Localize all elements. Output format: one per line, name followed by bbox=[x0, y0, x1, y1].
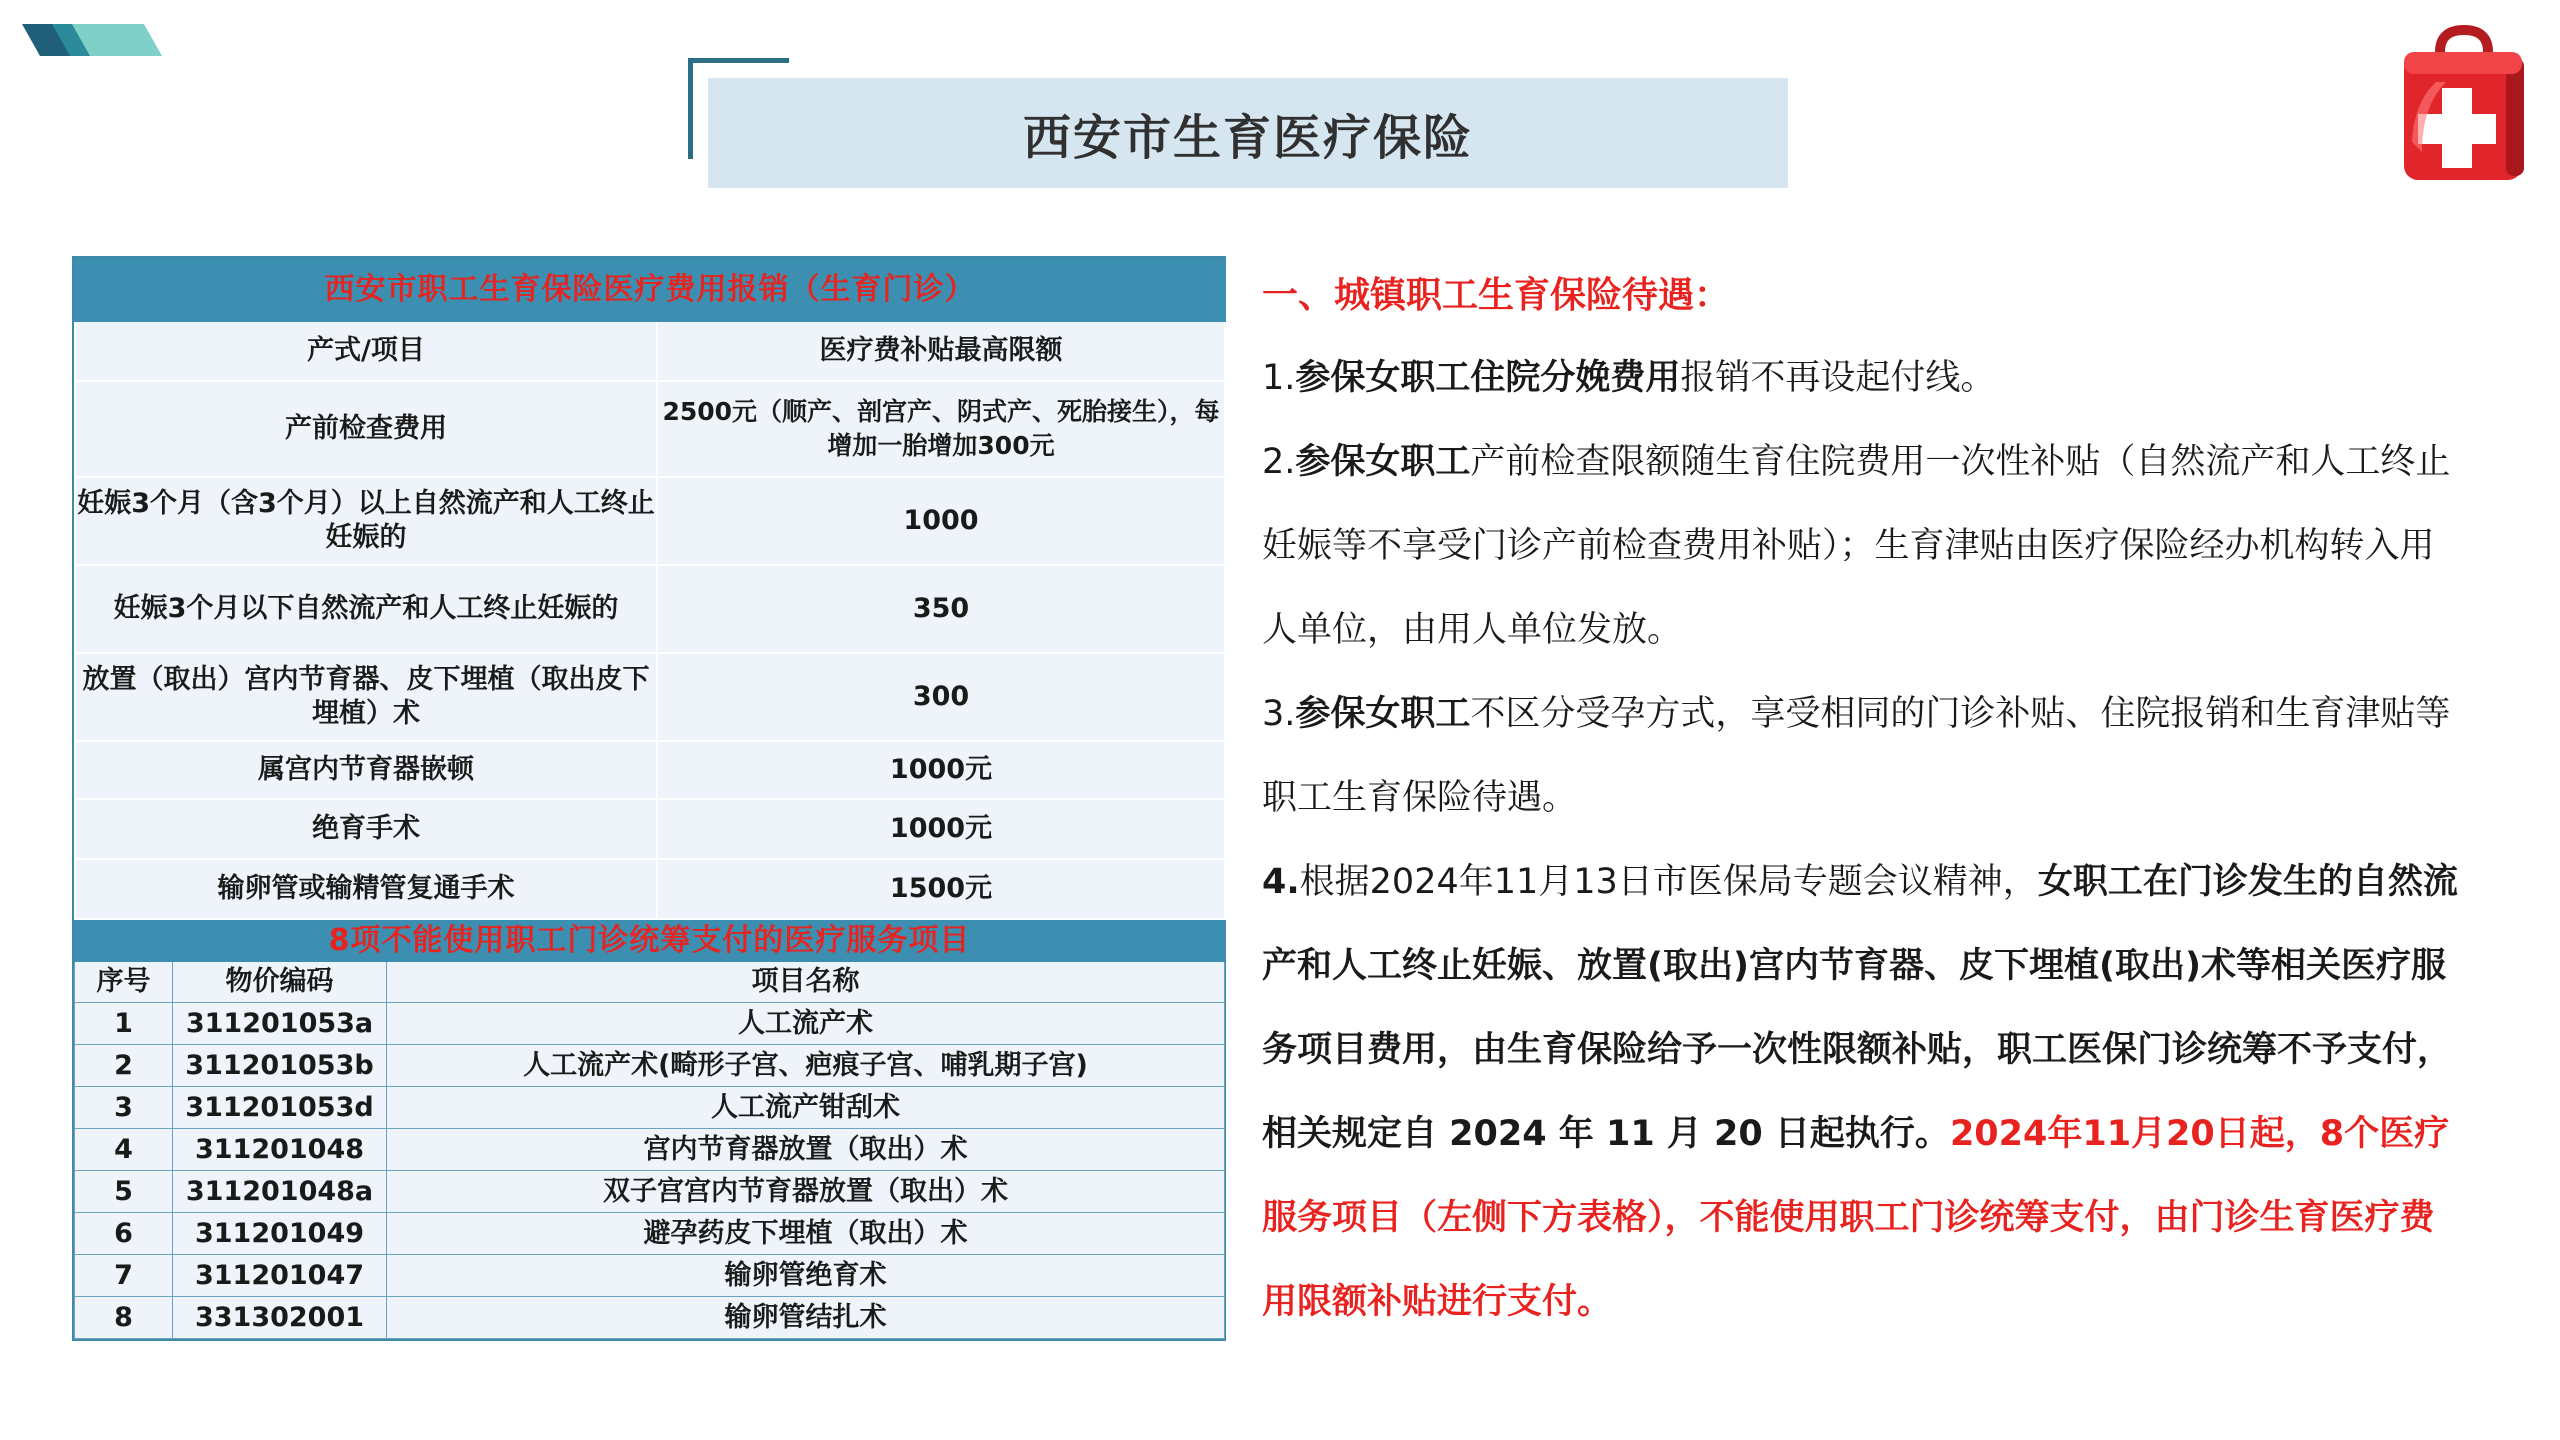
p1-number: 1. bbox=[1262, 358, 1296, 398]
row-limit: 2500元（顺产、剖宫产、阴式产、死胎接生），每增加一胎增加300元 bbox=[657, 381, 1225, 477]
paragraph-4 bbox=[1262, 840, 2462, 1344]
p1-bold: 参保女职工住院分娩费用 bbox=[1295, 358, 1681, 398]
table-row bbox=[75, 859, 1225, 919]
row-no: 1 bbox=[75, 1003, 173, 1045]
row-name: 避孕药皮下埋植（取出）术 bbox=[387, 1213, 1225, 1255]
row-no: 2 bbox=[75, 1045, 173, 1087]
row-item: 产前检查费用 bbox=[75, 381, 657, 477]
row-no: 5 bbox=[75, 1171, 173, 1213]
p3-bold: 参保女职工 bbox=[1295, 694, 1471, 734]
row-limit: 1000 bbox=[657, 477, 1225, 565]
row-code: 311201049 bbox=[173, 1213, 387, 1255]
row-code: 311201053a bbox=[173, 1003, 387, 1045]
section-heading: 一、城镇职工生育保险待遇： bbox=[1262, 275, 1731, 316]
table2-col-no: 序号 bbox=[75, 962, 173, 1003]
p4-text: 根据2024年11月13日市医保局专题会议精神， bbox=[1299, 862, 2038, 902]
row-item: 妊娠3个月（含3个月）以上自然流产和人工终止妊娠的 bbox=[75, 477, 657, 565]
maternity-outpatient-table bbox=[74, 258, 1226, 920]
row-item: 妊娠3个月以下自然流产和人工终止妊娠的 bbox=[75, 565, 657, 653]
row-limit: 1000元 bbox=[657, 741, 1225, 799]
table2-col-name: 项目名称 bbox=[387, 962, 1225, 1003]
row-item: 绝育手术 bbox=[75, 799, 657, 859]
table1-header: 西安市职工生育保险医疗费用报销（生育门诊） bbox=[75, 259, 1225, 321]
table-row bbox=[75, 1297, 1225, 1339]
row-code: 311201053d bbox=[173, 1087, 387, 1129]
p3-text: 不区分受孕方式，享受相同的门诊补贴、住院报销和生育津贴等职工生育保险待遇。 bbox=[1262, 694, 2451, 818]
row-limit: 1500元 bbox=[657, 859, 1225, 919]
table-row bbox=[75, 1213, 1225, 1255]
table-row bbox=[75, 799, 1225, 859]
paragraph-1 bbox=[1262, 336, 2462, 420]
p4-bold: 女职工在门诊发生的自然流产和人工终止妊娠、放置(取出)宫内节育器、皮下埋植(取出)术等相关医疗服务项目费用，由生育保险给予一次性限额补贴，职工医保门诊统筹不予支付，相关规定自 2024 年 11 月 20 日起执行。 bbox=[1262, 862, 2458, 1154]
table2-header: 8项不能使用职工门诊统筹支付的医疗服务项目 bbox=[75, 921, 1225, 962]
page-title: 西安市生育医疗保险 bbox=[1022, 109, 1473, 166]
p2-text: 产前检查限额随生育住院费用一次性补贴（自然流产和人工终止妊娠等不享受门诊产前检查费用补贴）；生育津贴由医疗保险经办机构转入用人单位，由用人单位发放。 bbox=[1262, 442, 2451, 650]
row-no: 6 bbox=[75, 1213, 173, 1255]
table-row bbox=[75, 381, 1225, 477]
table-row bbox=[75, 1087, 1225, 1129]
paragraph-2 bbox=[1262, 420, 2462, 672]
row-item: 输卵管或输精管复通手术 bbox=[75, 859, 657, 919]
row-item: 属宫内节育器嵌顿 bbox=[75, 741, 657, 799]
row-name: 人工流产术(畸形子宫、疤痕子宫、哺乳期子宫) bbox=[387, 1045, 1225, 1087]
table2-col-code: 物价编码 bbox=[173, 962, 387, 1003]
row-name: 双子宫宫内节育器放置（取出）术 bbox=[387, 1171, 1225, 1213]
stripes-decoration bbox=[22, 24, 162, 56]
row-limit: 300 bbox=[657, 653, 1225, 741]
title-banner bbox=[708, 78, 1788, 188]
row-no: 4 bbox=[75, 1129, 173, 1171]
table-row bbox=[75, 741, 1225, 799]
row-name: 输卵管结扎术 bbox=[387, 1297, 1225, 1339]
row-code: 311201053b bbox=[173, 1045, 387, 1087]
table-row bbox=[75, 1255, 1225, 1297]
row-code: 311201048a bbox=[173, 1171, 387, 1213]
table-row bbox=[75, 1171, 1225, 1213]
benefits-description bbox=[1262, 252, 2462, 1344]
row-name: 宫内节育器放置（取出）术 bbox=[387, 1129, 1225, 1171]
row-name: 人工流产钳刮术 bbox=[387, 1087, 1225, 1129]
table-row bbox=[75, 1003, 1225, 1045]
row-item: 放置（取出）宫内节育器、皮下埋植（取出皮下埋植）术 bbox=[75, 653, 657, 741]
p4-red: 2024年11月20日起，8个医疗服务项目（左侧下方表格），不能使用职工门诊统筹支付，由门诊生育医疗费用限额补贴进行支付。 bbox=[1262, 1114, 2450, 1322]
table1-col-limit: 医疗费补贴最高限额 bbox=[657, 321, 1225, 381]
table-row bbox=[75, 653, 1225, 741]
row-code: 311201048 bbox=[173, 1129, 387, 1171]
p1-text: 报销不再设起付线。 bbox=[1680, 358, 1996, 398]
row-no: 7 bbox=[75, 1255, 173, 1297]
excluded-services-table bbox=[74, 920, 1225, 1339]
reimbursement-tables bbox=[72, 256, 1226, 1341]
table1-col-item: 产式/项目 bbox=[75, 321, 657, 381]
p3-number: 3. bbox=[1262, 694, 1296, 734]
table-row bbox=[75, 477, 1225, 565]
paragraph-3 bbox=[1262, 672, 2462, 840]
row-name: 人工流产术 bbox=[387, 1003, 1225, 1045]
row-code: 311201047 bbox=[173, 1255, 387, 1297]
p2-number: 2. bbox=[1262, 442, 1296, 482]
row-limit: 350 bbox=[657, 565, 1225, 653]
table-row bbox=[75, 1045, 1225, 1087]
row-limit: 1000元 bbox=[657, 799, 1225, 859]
p2-bold: 参保女职工 bbox=[1295, 442, 1471, 482]
table-row bbox=[75, 565, 1225, 653]
row-code: 331302001 bbox=[173, 1297, 387, 1339]
row-name: 输卵管绝育术 bbox=[387, 1255, 1225, 1297]
p4-number: 4. bbox=[1262, 862, 1300, 902]
row-no: 3 bbox=[75, 1087, 173, 1129]
row-no: 8 bbox=[75, 1297, 173, 1339]
table-row bbox=[75, 1129, 1225, 1171]
first-aid-kit-icon bbox=[2396, 22, 2532, 190]
